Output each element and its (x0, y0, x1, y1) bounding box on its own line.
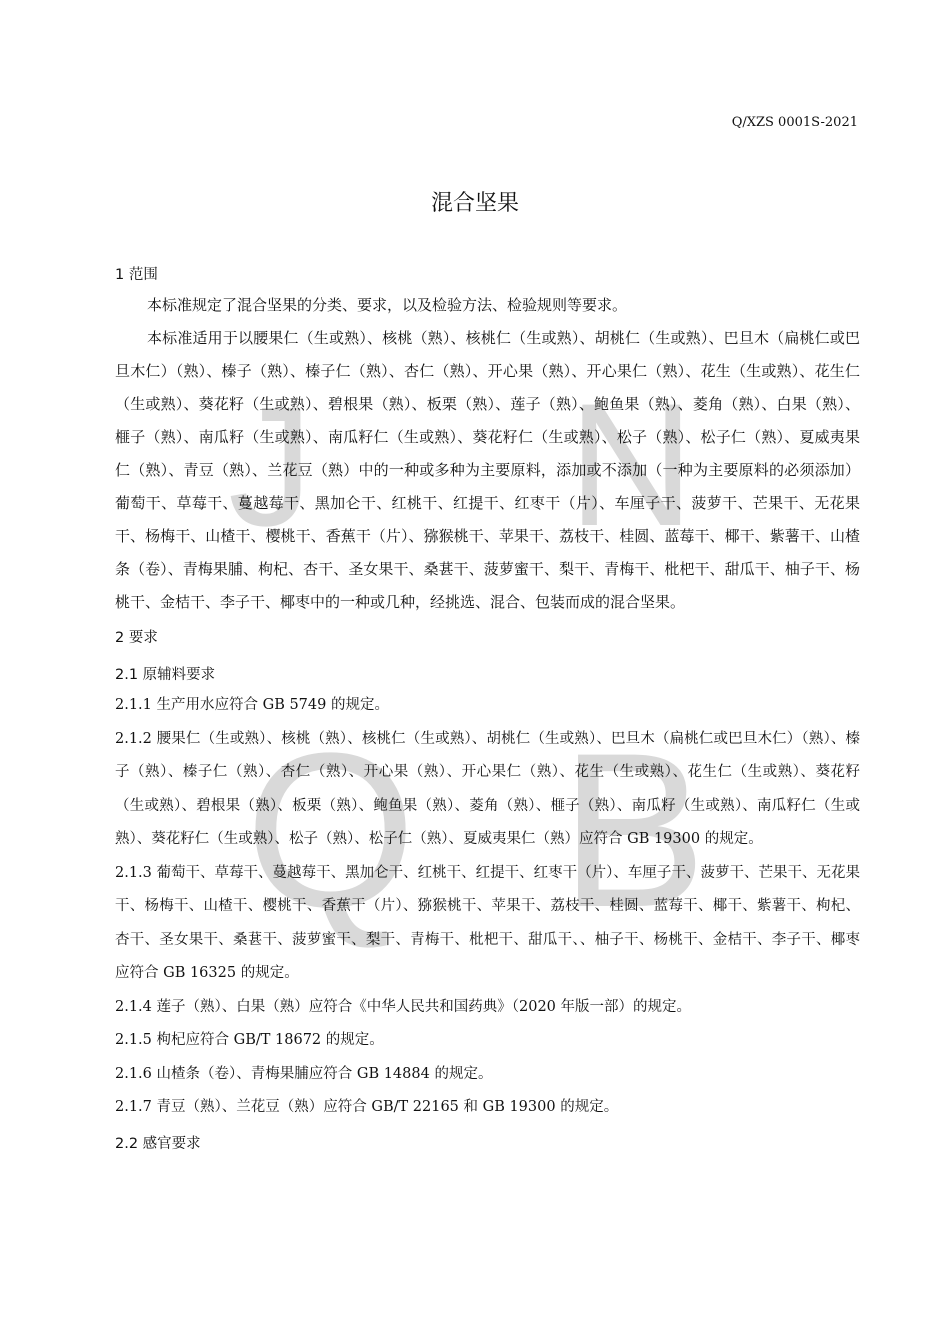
subsection-heading-raw-materials: 2.1 原辅料要求 (115, 667, 216, 683)
document-title: 混合坚果 (430, 191, 519, 216)
watermark-letter-b: B (560, 707, 707, 953)
clause-2-1-6: 2.1.6 山楂条（卷）、青梅果脯应符合 GB 14884 的规定。 (115, 1065, 493, 1082)
clause-2-1-4: 2.1.4 莲子（熟）、白果（熟）应符合《中华人民共和国药典》（2020 年版一部）的规定。 (115, 998, 692, 1015)
section-heading-requirements: 2 要求 (115, 630, 158, 646)
section-heading-scope: 1 范围 (115, 267, 158, 283)
scope-paragraph-1: 本标准规定了混合坚果的分类、要求，以及检验方法、检验规则等要求。 (147, 296, 628, 314)
clause-2-1-1: 2.1.1 生产用水应符合 GB 5749 的规定。 (115, 697, 389, 713)
clause-2-1-5: 2.1.5 枸杞应符合 GB/T 18672 的规定。 (115, 1032, 384, 1048)
scope-paragraph-2: 本标准适用于以腰果仁（生或熟）、核桃（熟）、核桃仁（生或熟）、胡桃仁（生或熟）、巴旦木（扁桃仁或巴旦木仁）（熟）、榛子（熟）、榛子仁（熟）、杏仁（熟）、开心果（熟）、开心果仁（熟）、花生（生或熟）、花生仁（生或熟）、葵花籽（生或熟）、碧根果（熟）、板栗（熟）、莲子（熟）、鲍鱼果（熟）、菱角（熟）、白果（熟）、榧子（熟）、南瓜籽（生或熟）、南瓜籽仁（生或熟）、葵花籽仁（生或熟）、松子（熟）、松子仁（熟）、夏威夷果仁（熟）、青豆（熟）、兰花豆（熟）中的一种或多种为主要原料，添加或不添加（一种为主要原料的必须添加）葡萄干、草莓干、蔓越莓干、黑加仑干、红桃干、红提干、红枣干（片）、车厘子干、菠萝干、芒果干、无花果干、杨梅干、山楂干、樱桃干、香蕉干（片）、猕猴桃干、苹果干、荔枝干、桂圆、蓝莓干、椰干、紫薯干、山楂条（卷）、青梅果脯、枸杞、杏干、圣女果干、桑葚干、菠萝蜜干、梨干、青梅干、枇杷干、甜瓜干、柚子干、杨桃干、金桔干、李子干、椰枣中的一种或几种，经挑选、混合、包装而成的混合坚果。 (115, 329, 860, 611)
document-body (115, 262, 860, 1158)
watermark-letter-n: N (568, 368, 695, 563)
clause-2-1-3: 2.1.3 葡萄干、草莓干、蔓越莓干、黑加仑干、红桃干、红提干、红枣干（片）、车厘子干、菠萝干、芒果干、无花果干、杨梅干、山楂干、樱桃干、香蕉干（片）、猕猴桃干、苹果干、荔枝干、桂圆、蓝莓干、椰干、紫薯干、枸杞、杏干、圣女果干、桑葚干、菠萝蜜干、梨干、青梅干、枇杷干、甜瓜干、、柚子干、杨桃干、金桔干、李子干、椰枣应符合 GB 16325 的规定。 (115, 864, 860, 981)
clause-2-1-7: 2.1.7 青豆（熟）、兰花豆（熟）应符合 GB/T 22165 和 GB 19300 的规定。 (115, 1099, 619, 1115)
clause-2-1-2: 2.1.2 腰果仁（生或熟）、核桃（熟）、核桃仁（生或熟）、胡桃仁（生或熟）、巴旦木（扁桃仁或巴旦木仁）（熟）、榛子（熟）、榛子仁（熟）、杏仁（熟）、开心果（熟）、开心果仁（熟）、花生（生或熟）、花生仁（生或熟）、葵花籽（生或熟）、碧根果（熟）、板栗（熟）、鲍鱼果（熟）、菱角（熟）、榧子（熟）、南瓜籽（生或熟）、南瓜籽仁（生或熟）、葵花籽仁（生或熟）、松子（熟）、松子仁（熟）、夏威夷果仁（熟）应符合 GB 19300 的规定。 (115, 730, 860, 847)
watermark-letter-j: J (228, 372, 313, 562)
subsection-heading-sensory: 2.2 感官要求 (115, 1135, 201, 1152)
watermark-letter-q: Q (245, 707, 417, 953)
standard-code: Q/XZS 0001S-2021 (731, 115, 858, 130)
